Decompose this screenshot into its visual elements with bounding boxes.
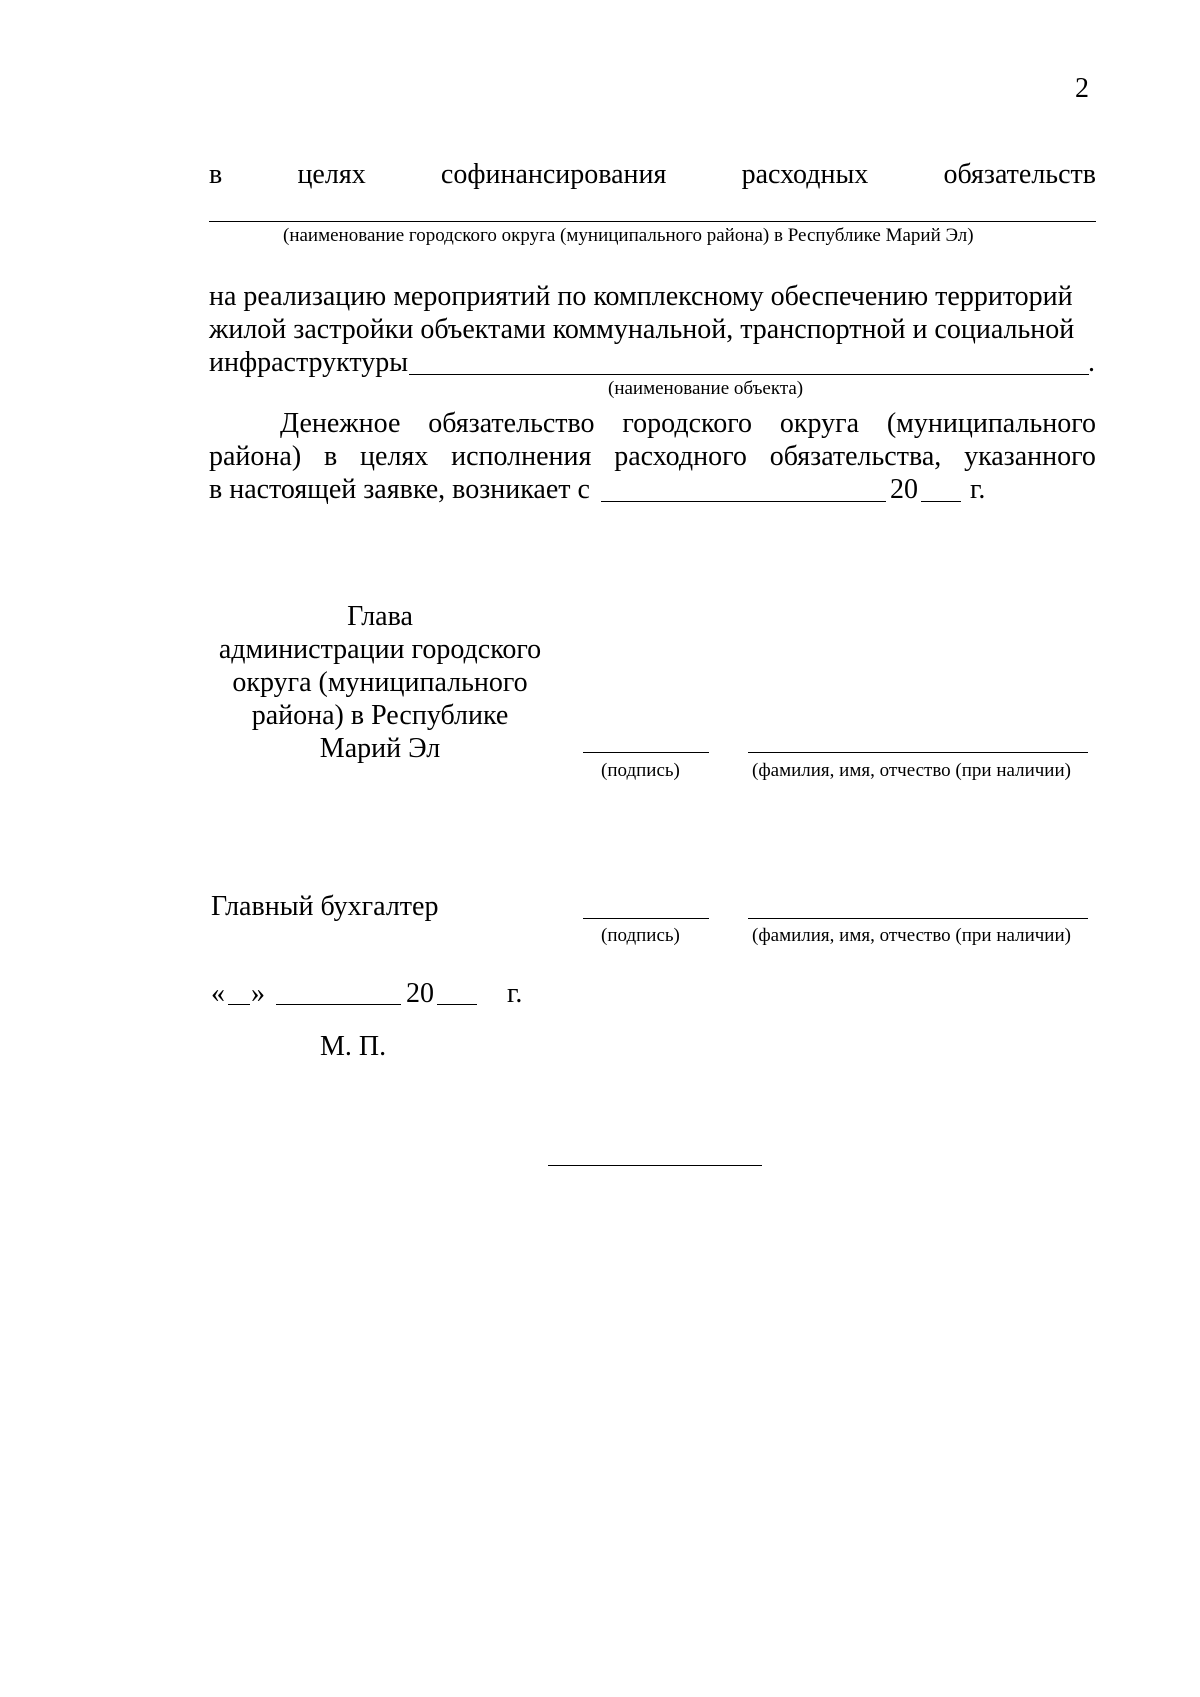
- head-title-line: округа (муниципального: [232, 667, 528, 698]
- head-title-line: района) в Республике: [251, 700, 509, 731]
- date-day-month-blank-line: [601, 501, 886, 502]
- lead-line: [209, 158, 1096, 191]
- para2-word: городского: [622, 408, 752, 439]
- date-year-suffix: г.: [507, 978, 523, 1009]
- date-month-blank-line: [276, 1004, 401, 1005]
- accountant-title: Главный бухгалтер: [211, 891, 439, 922]
- head-title: [200, 600, 560, 765]
- accountant-fio-caption: (фамилия, имя, отчество (при наличии): [752, 925, 1071, 946]
- para2-word: указанного: [964, 441, 1096, 472]
- head-fio-line: [748, 752, 1088, 753]
- lead-word: обязательств: [943, 159, 1096, 190]
- head-title-line: Марий Эл: [319, 733, 441, 764]
- para1-line1: на реализацию мероприятий по комплексному обеспечению территорий: [209, 281, 1073, 312]
- para2-word: расходного: [614, 441, 747, 472]
- para2-line3-prefix: в настоящей заявке, возникает с: [209, 474, 590, 505]
- para1-line2: жилой застройки объектами коммунальной, транспортной и социальной: [209, 314, 1075, 345]
- head-title-line: Глава: [347, 601, 413, 632]
- date-open-quote: «: [211, 978, 225, 1009]
- para2-line2: [209, 440, 1096, 473]
- date-line-year-blank: [437, 1004, 477, 1005]
- municipality-blank-line: [209, 221, 1096, 222]
- para2-year-prefix: 20: [890, 474, 918, 505]
- para2-year-suffix: г.: [970, 474, 986, 505]
- object-blank-line: [409, 374, 1089, 375]
- page-number: 2: [1075, 73, 1089, 104]
- para2-word: целях: [360, 441, 429, 472]
- object-caption: (наименование объекта): [608, 378, 804, 399]
- accountant-signature-caption: (подпись): [601, 925, 680, 946]
- head-title-line: администрации городского: [218, 634, 542, 665]
- para2-word: обязательство: [428, 408, 595, 439]
- accountant-signature-line: [583, 918, 709, 919]
- para2-word: округа: [779, 408, 859, 439]
- stamp-place: М. П.: [320, 1031, 387, 1062]
- date-close-quote: »: [251, 978, 265, 1009]
- date-year-blank-line: [921, 501, 961, 502]
- lead-word: расходных: [741, 159, 869, 190]
- lead-word: софинансирования: [440, 159, 667, 190]
- para2-word: (муниципального: [886, 408, 1096, 439]
- lead-word: в: [209, 159, 223, 190]
- para1-line3-period: .: [1088, 347, 1095, 378]
- lead-word: целях: [297, 159, 366, 190]
- para2-word: района): [209, 441, 302, 472]
- head-signature-caption: (подпись): [601, 760, 680, 781]
- para2-line1: [280, 407, 1096, 440]
- end-separator-line: [548, 1165, 762, 1166]
- para2-word: Денежное: [280, 408, 401, 439]
- para2-word: в: [323, 441, 338, 472]
- municipality-caption: (наименование городского округа (муниципального района) в Республике Марий Эл): [283, 225, 974, 246]
- date-year-prefix: 20: [406, 978, 434, 1009]
- para2-word: обязательства,: [769, 441, 942, 472]
- head-fio-caption: (фамилия, имя, отчество (при наличии): [752, 760, 1071, 781]
- date-day-blank-line: [228, 1004, 250, 1005]
- para1-line3-prefix: инфраструктуры: [209, 347, 409, 378]
- para2-word: исполнения: [451, 441, 592, 472]
- accountant-fio-line: [748, 918, 1088, 919]
- head-signature-line: [583, 752, 709, 753]
